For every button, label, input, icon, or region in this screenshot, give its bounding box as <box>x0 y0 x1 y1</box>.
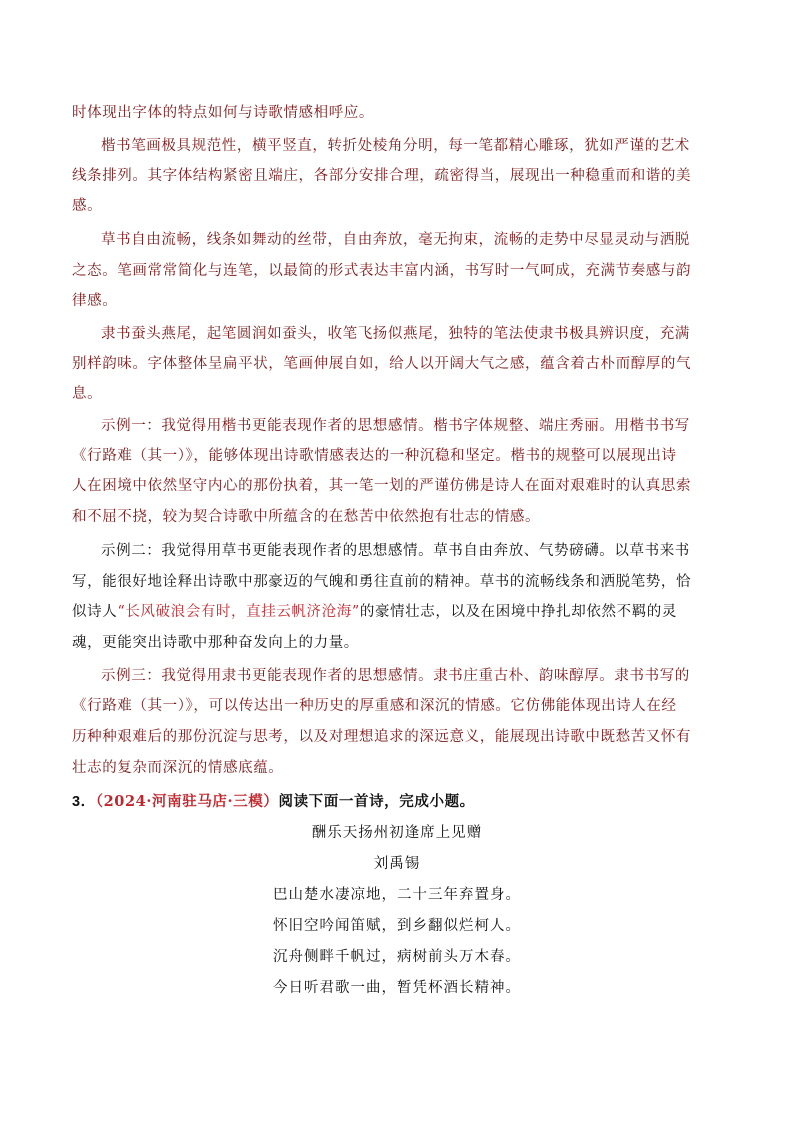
text-segment: 似诗人 <box>72 604 118 620</box>
poem-author: 刘禹锡 <box>373 856 421 872</box>
text-segment: 的豪情壮志，以及在困境中挣扎却依然不羁的灵 <box>359 604 677 620</box>
question-source: （2024·河南驻马店·三模） <box>95 793 279 810</box>
example-line: 《行路难（其一）》，可以传达出一种历史的厚重感和深沉的情感。它仿佛能体现出诗人在经 <box>72 698 677 714</box>
paragraph-line: 草书自由流畅，线条如舞动的丝带，自由奔放，毫无拘束，流畅的走势中尽显灵动与洒脱 <box>101 232 690 248</box>
example-line: 历种种艰难后的那份沉淀与思考，以及对理想追求的深远意义，能展现出诗歌中既愁苦又怀有 <box>72 729 692 745</box>
example-line: 示例二：我觉得用草书更能表现作者的思想感情。草书自由奔放、气势磅礴。以草书来书 <box>101 543 690 559</box>
example-line: 写，能很好地诠释出诗歌中那豪迈的气魄和勇往直前的精神。草书的流畅线条和洒脱笔势，恰 <box>72 574 692 590</box>
poem-line: 巴山楚水凄凉地，二十三年弃置身。 <box>273 887 521 903</box>
example-line: 壮志的复杂而深沉的情感底蕴。 <box>72 760 284 776</box>
example-line: 魂，更能突出诗歌中那种奋发向上的力量。 <box>72 635 359 651</box>
example-line: 示例一：我觉得用楷书更能表现作者的思想感情。楷书字体规整、端庄秀丽。用楷书书写 <box>101 418 690 434</box>
poem-line: 怀旧空吟闻笛赋，到乡翻似烂柯人。 <box>273 918 521 934</box>
paragraph-line: 之态。笔画常常简化与连笔，以最简的形式表达丰富内涵，书写时一气呵成，充满节奏感与韵 <box>72 263 692 279</box>
poem-line: 今日听君歌一曲，暂凭杯酒长精神。 <box>273 980 521 996</box>
paragraph-line: 律感。 <box>72 293 118 309</box>
example-line: 《行路难（其一）》，能够体现出诗歌情感表达的一种沉稳和坚定。楷书的规整可以展现出诗 <box>72 448 677 464</box>
example-line: 和不屈不挠，较为契合诗歌中所蕴含的在愁苦中依然抱有壮志的情感。 <box>72 509 541 525</box>
example-line <box>72 600 724 621</box>
poem-line: 沉舟侧畔千帆过，病树前头万木春。 <box>273 949 521 965</box>
paragraph-line: 线条排列。其字体结构紧密且端庄，各部分安排合理，疏密得当，展现出一种稳重而和谐的美 <box>72 168 692 184</box>
paragraph-line: 时体现出字体的特点如何与诗歌情感相呼应。 <box>72 105 374 121</box>
example-line: 示例三：我觉得用隶书更能表现作者的思想感情。隶书庄重古朴、韵味醇厚。隶书书写的 <box>101 668 690 684</box>
question-heading <box>72 790 724 811</box>
quoted-verse: “长风破浪会有时，直挂云帆济沧海” <box>117 604 360 620</box>
paragraph-line: 感。 <box>72 198 103 214</box>
question-number: 3． <box>72 794 96 810</box>
poem-title: 酬乐天扬州初逢席上见赠 <box>311 825 483 841</box>
example-line: 人在困境中依然坚守内心的那份执着，其一笔一划的严谨仿佛是诗人在面对艰难时的认真思索 <box>72 478 692 494</box>
paragraph-line: 息。 <box>72 386 103 402</box>
paragraph-line: 楷书笔画极具规范性，横平竖直，转折处棱角分明，每一笔都精心雕琢，犹如严谨的艺术 <box>101 138 690 154</box>
question-prompt: 阅读下面一首诗，完成小题。 <box>278 793 475 810</box>
paragraph-line: 隶书蚕头燕尾，起笔圆润如蚕头，收笔飞扬似燕尾，独特的笔法使隶书极具辨识度，充满 <box>101 326 690 342</box>
paragraph-line: 别样韵味。字体整体呈扁平状，笔画伸展自如，给人以开阔大气之感，蕴含着古朴而醇厚的气 <box>72 356 692 372</box>
